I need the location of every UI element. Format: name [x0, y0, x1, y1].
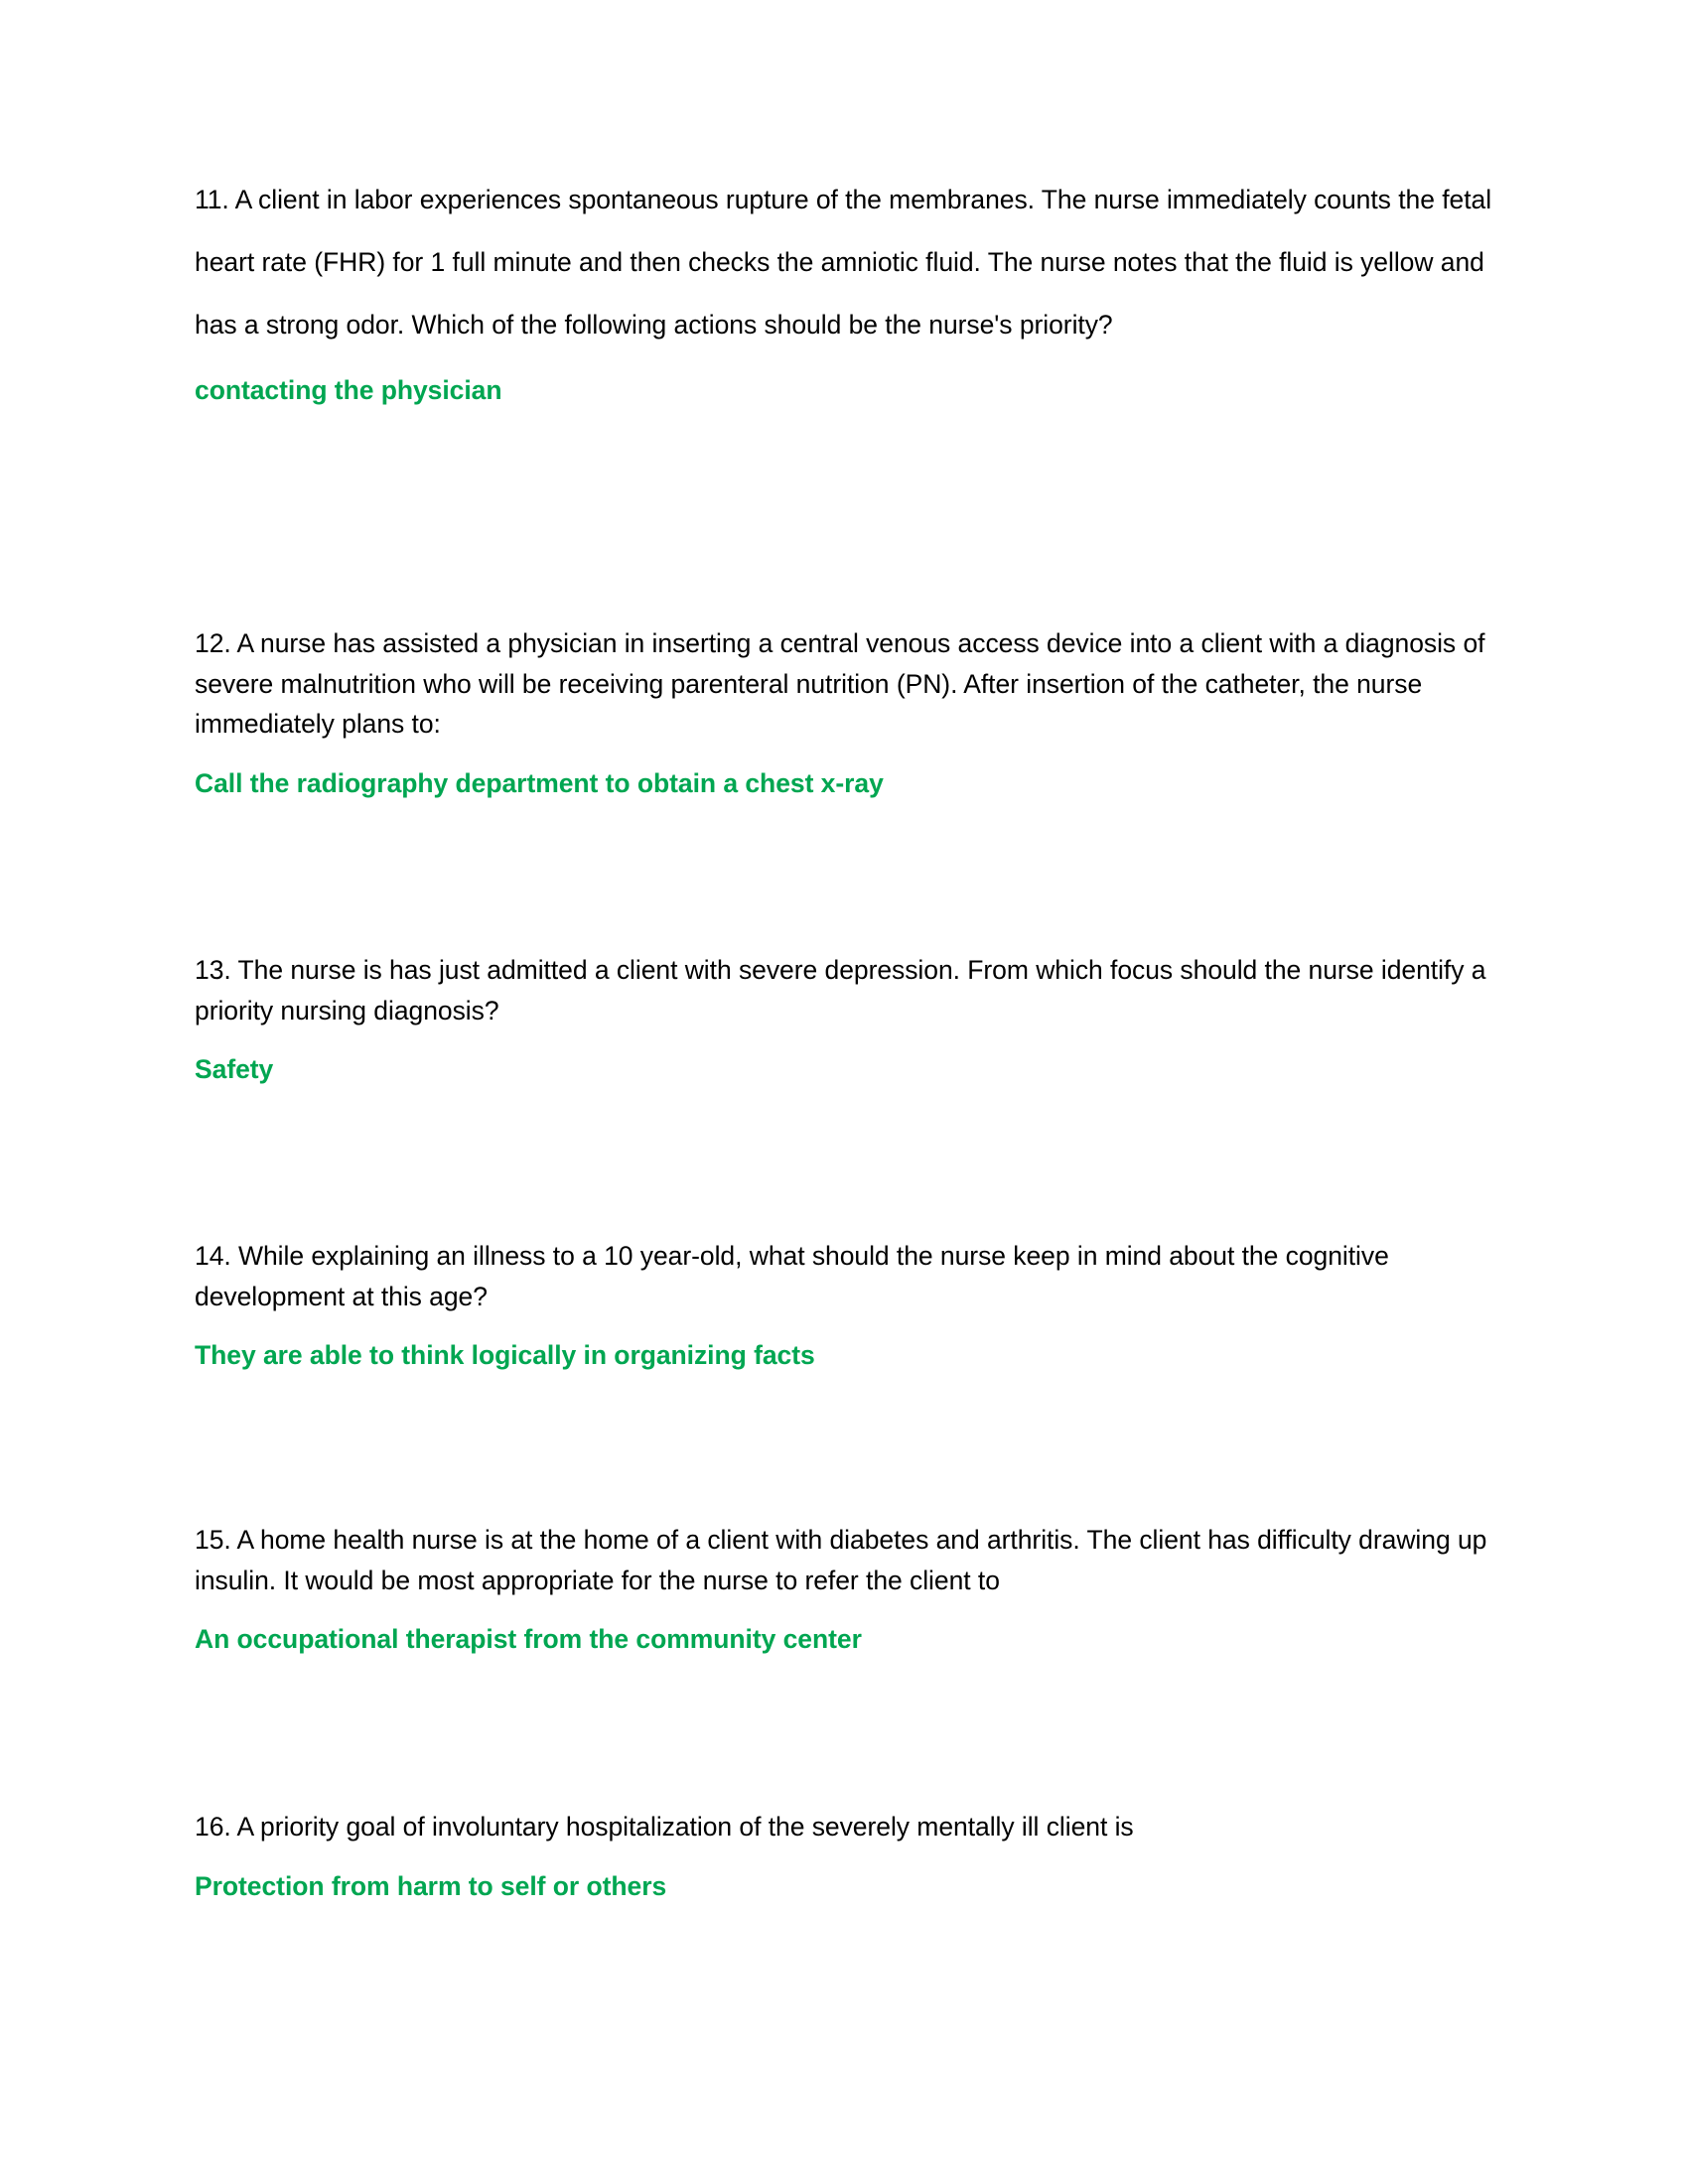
- qa-block-16: [195, 1807, 1495, 1906]
- answer-text-14: They are able to think logically in organizing facts: [195, 1340, 815, 1370]
- question-text-16: 16. A priority goal of involuntary hospitalization of the severely mentally ill client is: [195, 1812, 1134, 1842]
- answer-text-16: Protection from harm to self or others: [195, 1870, 667, 1901]
- question-text-15: 15. A home health nurse is at the home of a client with diabetes and arthritis. The client has difficulty drawing up insulin. It would be most appropriate for the nurse to refer the client to: [195, 1525, 1487, 1595]
- answer-text-11: contacting the physician: [195, 375, 502, 405]
- question-text-11: 11. A client in labor experiences spontaneous rupture of the membranes. The nurse immediately counts the fetal heart rate (FHR) for 1 full minute and then checks the amniotic fluid. The nurse notes that the fluid is yellow and has a strong odor. Which of the following actions should be the nurse's priority?: [195, 185, 1492, 340]
- qa-block-12: [195, 623, 1495, 803]
- qa-block-15: [195, 1520, 1495, 1659]
- answer-text-15: An occupational therapist from the community center: [195, 1624, 862, 1654]
- question-text-14: 14. While explaining an illness to a 10 year-old, what should the nurse keep in mind about the cognitive development at this age?: [195, 1241, 1389, 1311]
- qa-block-11: [195, 169, 1495, 410]
- qa-block-14: [195, 1236, 1495, 1375]
- answer-text-13: Safety: [195, 1054, 274, 1084]
- answer-text-12: Call the radiography department to obtain a chest x-ray: [195, 767, 884, 798]
- question-text-12: 12. A nurse has assisted a physician in inserting a central venous access device into a client with a diagnosis of severe malnutrition who will be receiving parenteral nutrition (PN). After insertion of the catheter, the nurse immediately plans to:: [195, 628, 1485, 739]
- qa-block-13: [195, 950, 1495, 1089]
- question-text-13: 13. The nurse is has just admitted a client with severe depression. From which focus should the nurse identify a priority nursing diagnosis?: [195, 955, 1486, 1025]
